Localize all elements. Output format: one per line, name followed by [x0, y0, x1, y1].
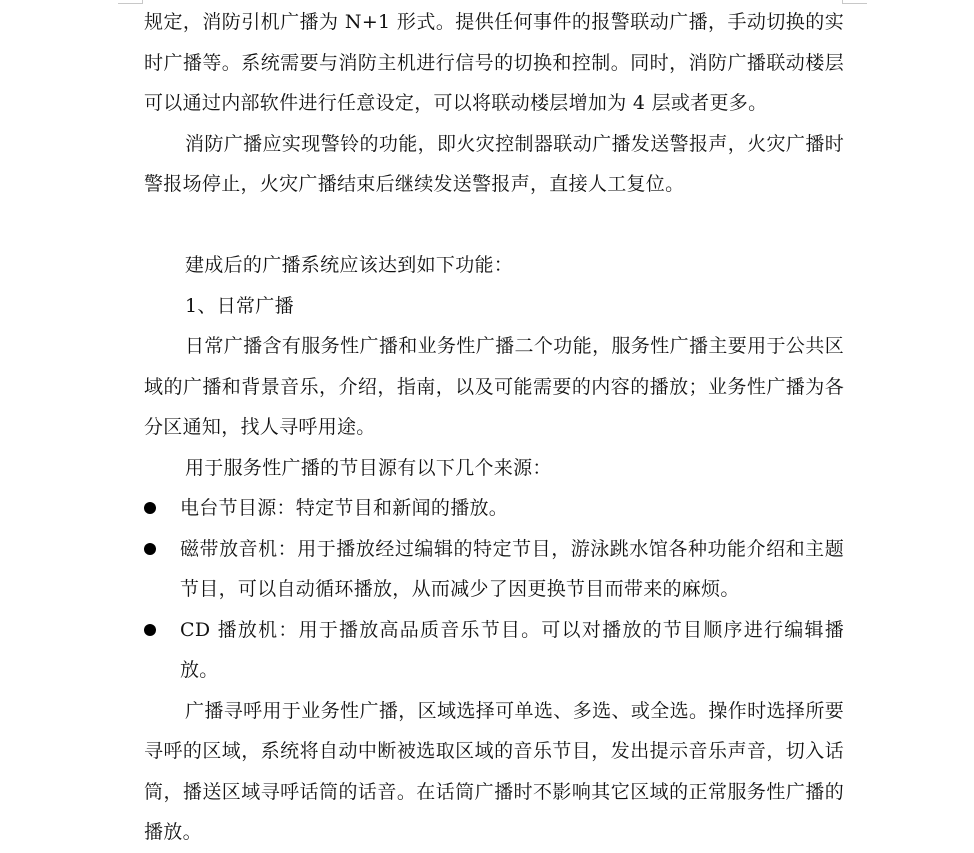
paragraph-paging: 广播寻呼用于业务性广播，区域选择可单选、多选、或全选。操作时选择所要寻呼的区域，系统将自动中断被选取区域的音乐节目，发出提示音乐声音，切入话筒，播送区域寻呼话筒的话音。在话筒广播时不影响其它区域的正常服务性广播的播放。 [144, 699, 844, 843]
paragraph-broadcast-linkage: 规定，消防引机广播为 N+1 形式。提供任何事件的报警联动广播，手动切换的实时广播等。系统需要与消防主机进行信号的切换和控制。同时，消防广播联动楼层可以通过内部软件进行任意设定，可以将联动楼层增加为 4 层或者更多。 [144, 11, 844, 114]
paragraph-intro: 建成后的广播系统应该达到如下功能： [185, 254, 514, 276]
bullet-dot-icon [144, 502, 156, 514]
paragraph-daily-broadcast: 日常广播含有服务性广播和业务性广播二个功能，服务性广播主要用于公共区域的广播和背景音乐，介绍，指南，以及可能需要的内容的播放；业务性广播为各分区通知，找人寻呼用途。 [144, 335, 844, 438]
section-heading-daily-broadcast: 1、日常广播 [185, 294, 294, 317]
bullet-dot-icon [144, 543, 156, 555]
document-body [144, 2, 844, 853]
bullet-text: 电台节目源：特定节目和新闻的播放。 [180, 497, 509, 519]
paragraph-program-sources: 用于服务性广播的节目源有以下几个来源： [185, 456, 552, 479]
crop-mark-left [118, 0, 143, 4]
paragraph-alarm-bell: 消防广播应实现警铃的功能，即火灾控制器联动广播发送警报声，火灾广播时警报场停止，火灾广播结束后继续发送警报声，直接人工复位。 [144, 132, 844, 195]
crop-mark-right [842, 0, 867, 4]
blank-line [144, 205, 844, 246]
bullet-item-radio [144, 488, 844, 529]
bullet-text: 磁带放音机：用于播放经过编辑的特定节目，游泳跳水馆各种功能介绍和主题节目，可以自动循环播放，从而减少了因更换节目而带来的麻烦。 [180, 537, 844, 600]
bullet-item-tape-player [144, 529, 844, 610]
bullet-dot-icon [144, 624, 156, 636]
bullet-item-cd-player [144, 610, 844, 691]
bullet-text: CD 播放机：用于播放高品质音乐节目。可以对播放的节目顺序进行编辑播放。 [180, 618, 844, 681]
